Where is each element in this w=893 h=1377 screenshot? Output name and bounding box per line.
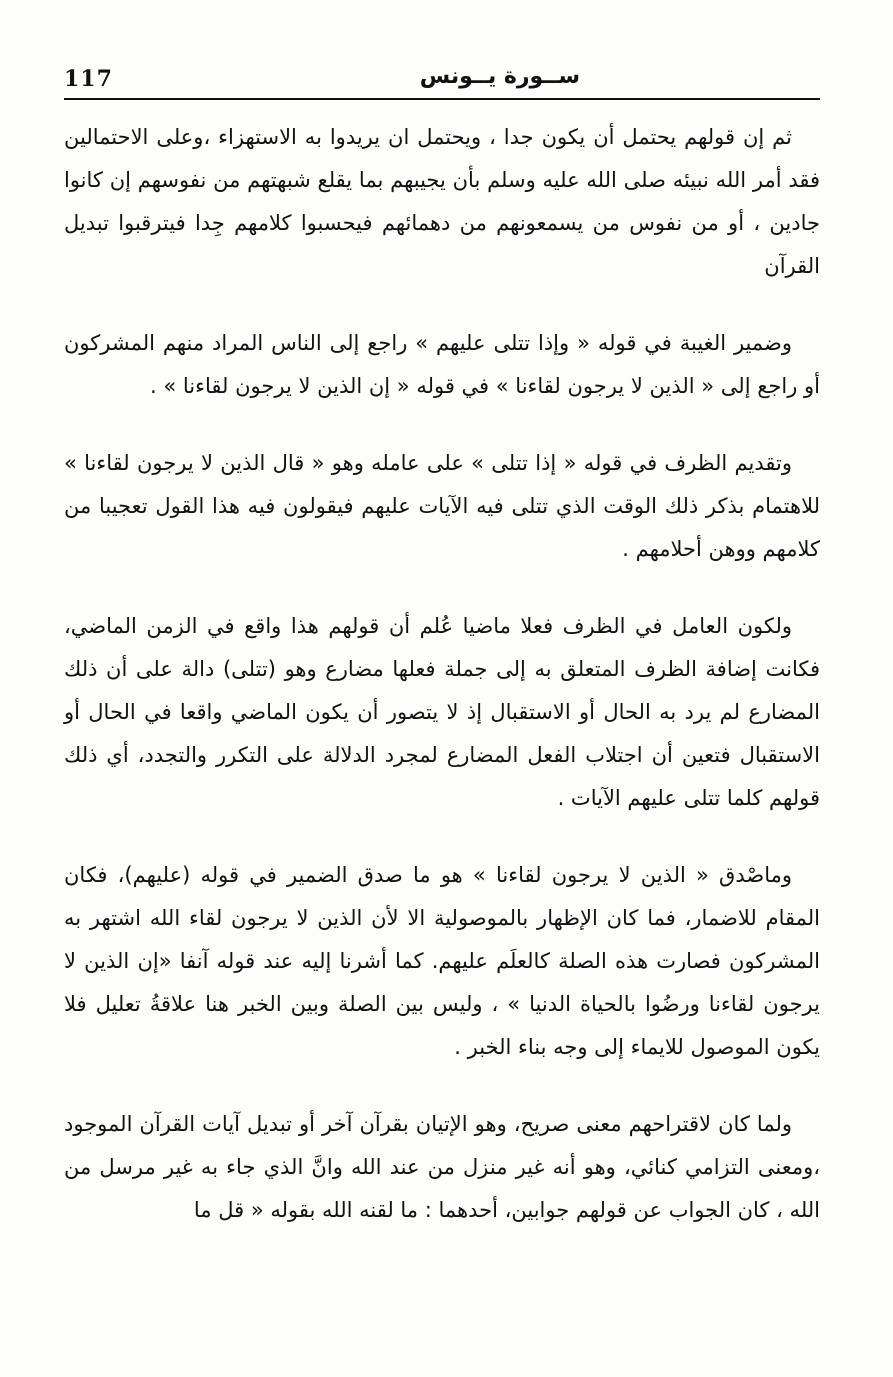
page-header [64,60,820,100]
paragraph: وماصْدق « الذين لا يرجون لقاءنا » هو ما صدق الضمير في قوله (عليهم)، فكان المقام للاضمار، فما كان الإظهار بالموصولية الا لأن الذين لا يرجون لقاء الله اشتهر به المشركون فصارت هذه الصلة كالعلَم عليهم. كما أشرنا إليه عند قوله آنفا «إن الذين لا يرجون لقاءنا ورضُوا بالحياة الدنيا » ، وليس بين الصلة وبين الخبر هنا علاقةُ تعليل فلا يكون الموصول للايماء إلى وجه بناء الخبر . [64,863,820,1059]
body-text [64,116,820,1266]
running-title: ســورة يــونس [419,64,580,89]
paragraph: وضمير الغيبة في قوله « وإذا تتلى عليهم » راجع إلى الناس المراد منهم المشركون أو راجع إلى « الذين لا يرجون لقاءنا » في قوله « إن الذين لا يرجون لقاءنا » . [64,331,820,398]
page-number: 117 [64,66,113,92]
paragraph: ثم إن قولهم يحتمل أن يكون جدا ، ويحتمل ان يريدوا به الاستهزاء ،وعلى الاحتمالين فقد أمر الله نبيئه صلى الله عليه وسلم بأن يجيبهم بما يقلع شبهتهم من نفوسهم إن كانوا جادين ، أو من نفوس من يسمعونهم من دهمائهم فيحسبوا كلامهم جِدا فيترقبوا تبديل القرآن [64,125,820,278]
header-rule [64,98,820,100]
paragraph: وتقديم الظرف في قوله « إذا تتلى » على عامله وهو « قال الذين لا يرجون لقاءنا » للاهتمام بذكر ذلك الوقت الذي تتلى فيه الآيات عليهم فيقولون فيه هذا القول تعجيبا من كلامهم ووهن أحلامهم . [64,451,820,561]
paragraph: ولكون العامل في الظرف فعلا ماضيا عُلم أن قولهم هذا واقع في الزمن الماضي، فكانت إضافة الظرف المتعلق به إلى جملة فعلها مضارع وهو (تتلى) دالة على أن ذلك المضارع لم يرد به الحال أو الاستقبال إذ لا يتصور أن يكون الماضي واقعا في الحال أو الاستقبال فتعين أن اجتلاب الفعل المضارع لمجرد الدلالة على التكرر والتجدد، أي ذلك قولهم كلما تتلى عليهم الآيات . [64,614,820,810]
paragraph: ولما كان لاقتراحهم معنى صريح، وهو الإتيان بقرآن آخر أو تبديل آيات القرآن الموجود ،ومعنى التزامي كنائي، وهو أنه غير منزل من عند الله وانَّ الذي جاء به غير مرسل من الله ، كان الجواب عن قولهم جوابين، أحدهما : ما لقنه الله بقوله « قل ما [64,1112,820,1222]
